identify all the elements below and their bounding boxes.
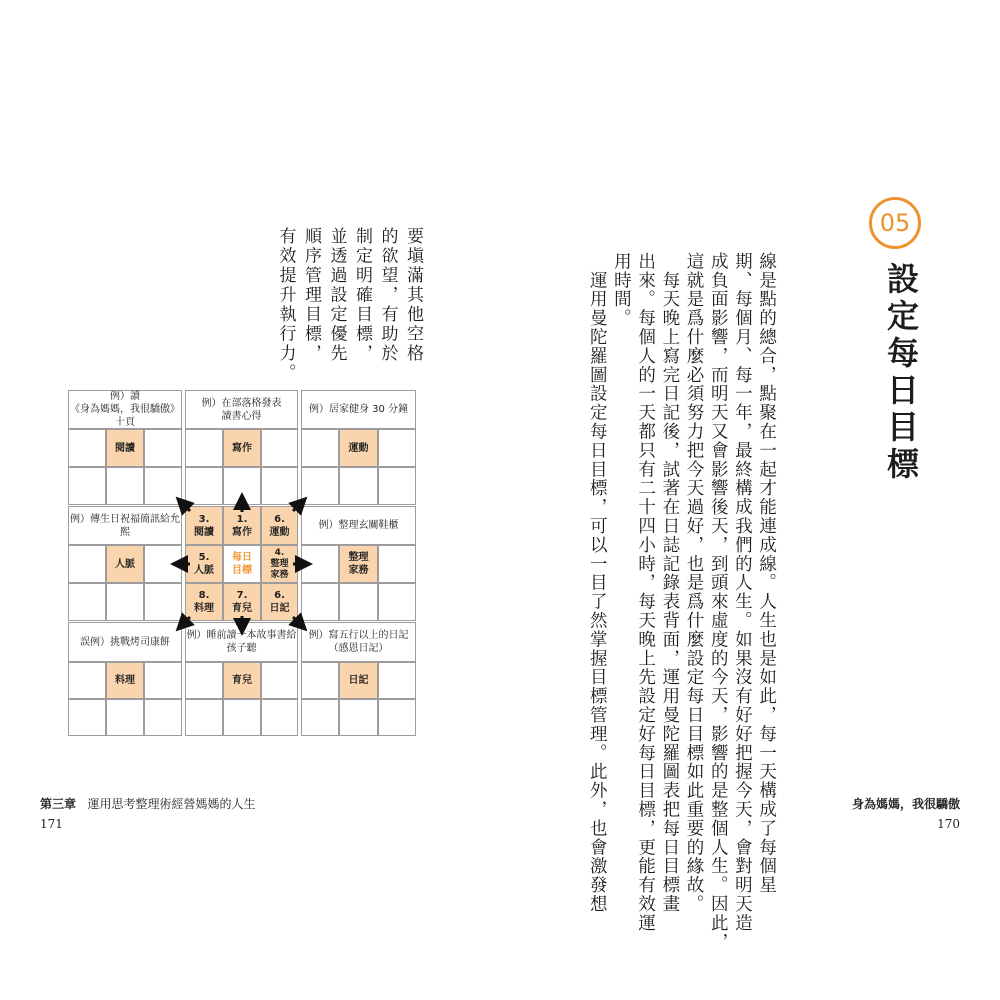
- footer-book-title: 身為媽媽，我很驕傲: [851, 797, 960, 811]
- grid-cell: [339, 467, 378, 505]
- side-line: 要塡滿其他空格: [403, 227, 423, 364]
- footer-left-running-head: [40, 795, 255, 812]
- grid-cell: [144, 583, 182, 621]
- side-line: 順序管理目標，: [301, 227, 321, 364]
- grid-cell: [144, 699, 182, 736]
- grid-cell: [378, 467, 416, 505]
- side-body-text: [272, 227, 425, 383]
- grid-cell: [144, 545, 182, 583]
- grid-cell: [301, 429, 339, 467]
- grid-cell: [68, 429, 106, 467]
- body-line: 出來。每個人的一天都只有二十四小時，每天晚上先設定好每日目標，更能有效運: [635, 252, 656, 933]
- grid-cell: [261, 699, 298, 736]
- grid-cell: [68, 662, 106, 699]
- center-cell-parenting: 7. 育兒: [223, 583, 261, 621]
- center-cell-housework: 4. 整理 家務: [261, 545, 298, 583]
- grid-cell: [144, 662, 182, 699]
- note-reading: 例）讀 《身為媽媽，我很驕傲》十頁: [70, 391, 180, 428]
- cell-reading: 閱讀: [106, 429, 144, 467]
- cell-diary: 日記: [339, 662, 378, 699]
- side-line: 並透過設定優先: [326, 227, 347, 364]
- note-exercise: 例）居家健身 30 分鐘: [301, 390, 416, 429]
- body-line: 成負面影響，而明天又會影響後天，到頭來虛度的今天，影響的是整個人生。因此，: [708, 252, 729, 952]
- note-parenting: 例）睡前讀一本故事書給 孩子聽: [185, 622, 298, 662]
- grid-cell: [261, 662, 298, 699]
- grid-cell: [261, 467, 298, 505]
- cell-network: 人脈: [106, 545, 144, 583]
- grid-cell: [106, 467, 144, 505]
- grid-cell: [378, 662, 416, 699]
- grid-cell: [378, 545, 416, 583]
- grid-cell: [68, 545, 106, 583]
- center-cell-diary: 6. 日記: [261, 583, 298, 621]
- note-housework: 例）整理玄關鞋櫃: [301, 506, 416, 545]
- grid-cell: [301, 545, 339, 583]
- grid-cell: [223, 699, 261, 736]
- grid-cell: [106, 699, 144, 736]
- grid-cell: [144, 467, 182, 505]
- grid-cell: [223, 467, 261, 505]
- cell-exercise: 運動: [339, 429, 378, 467]
- cell-parenting: 育兒: [223, 662, 261, 699]
- grid-cell: [68, 699, 106, 736]
- center-cell-writing: 1. 寫作: [223, 506, 261, 545]
- note-network: 例）傳生日祝福簡訊給允熙: [68, 506, 182, 545]
- center-cell-cooking: 8. 料理: [185, 583, 223, 621]
- note-cooking: 誤例）挑戰烤司康餅: [68, 622, 182, 662]
- center-cell-reading: 3. 閱讀: [185, 506, 223, 545]
- grid-cell: [301, 662, 339, 699]
- grid-cell: [106, 583, 144, 621]
- cell-housework: 整理 家務: [339, 545, 378, 583]
- grid-cell: [378, 699, 416, 736]
- grid-cell: [68, 583, 106, 621]
- note-diary: 例）寫五行以上的日記 （感恩日記）: [301, 622, 416, 662]
- grid-cell: [301, 467, 339, 505]
- note-writing: 例）在部落格發表 讀書心得: [185, 390, 298, 429]
- page-number-right: 170: [937, 817, 960, 831]
- center-cell-network: 5. 人脈: [185, 545, 223, 583]
- chapter-number-badge: 05: [869, 197, 921, 249]
- grid-cell: [339, 583, 378, 621]
- cell-writing: 寫作: [223, 429, 261, 467]
- body-line: 期、每個月、每一年，最終構成我們的人生。如果沒有好好把握今天，會對明天造: [732, 252, 753, 933]
- grid-cell: [339, 699, 378, 736]
- center-cell-daily-goal: 每日 目標: [223, 545, 261, 583]
- grid-cell: [261, 429, 298, 467]
- body-line: 線是點的總合，點聚在一起才能連成線。人生也是如此，每一天構成了每個星: [756, 252, 777, 895]
- page-number-left: 171: [40, 817, 63, 831]
- footer-chapter-label: 第三章: [40, 797, 77, 811]
- grid-cell: [68, 467, 106, 505]
- cell-cooking: 料理: [106, 662, 144, 699]
- grid-cell: [144, 429, 182, 467]
- grid-cell: [185, 699, 223, 736]
- side-line: 制定明確目標，: [352, 227, 372, 364]
- grid-cell: [185, 429, 223, 467]
- body-line: 運用曼陀羅圖設定每日目標，可以一目了然掌握目標管理。此外，也會激發想: [587, 252, 608, 914]
- side-line: 的欲望，有助於: [377, 227, 398, 364]
- center-cell-exercise: 6. 運動: [261, 506, 298, 545]
- grid-cell: [185, 467, 223, 505]
- body-line: 這就是爲什麼必須努力把今天過好，也是爲什麼設定每日目標如此重要的緣故。: [684, 252, 705, 914]
- body-line: 每天晚上寫完日記後，試著在日誌記錄表背面，運用曼陀羅圖表把每日目標畫: [659, 252, 680, 914]
- grid-cell: [378, 583, 416, 621]
- body-line: 用時間。: [611, 252, 632, 328]
- chapter-title: 設定每日目標: [882, 262, 920, 484]
- grid-cell: [378, 429, 416, 467]
- grid-cell: [301, 699, 339, 736]
- grid-cell: [301, 583, 339, 621]
- grid-cell: [185, 662, 223, 699]
- side-line: 有效提升執行力。: [275, 227, 296, 383]
- footer-chapter-title: 運用思考整理術經營媽媽的人生: [87, 797, 256, 811]
- main-body-text: [585, 252, 779, 951]
